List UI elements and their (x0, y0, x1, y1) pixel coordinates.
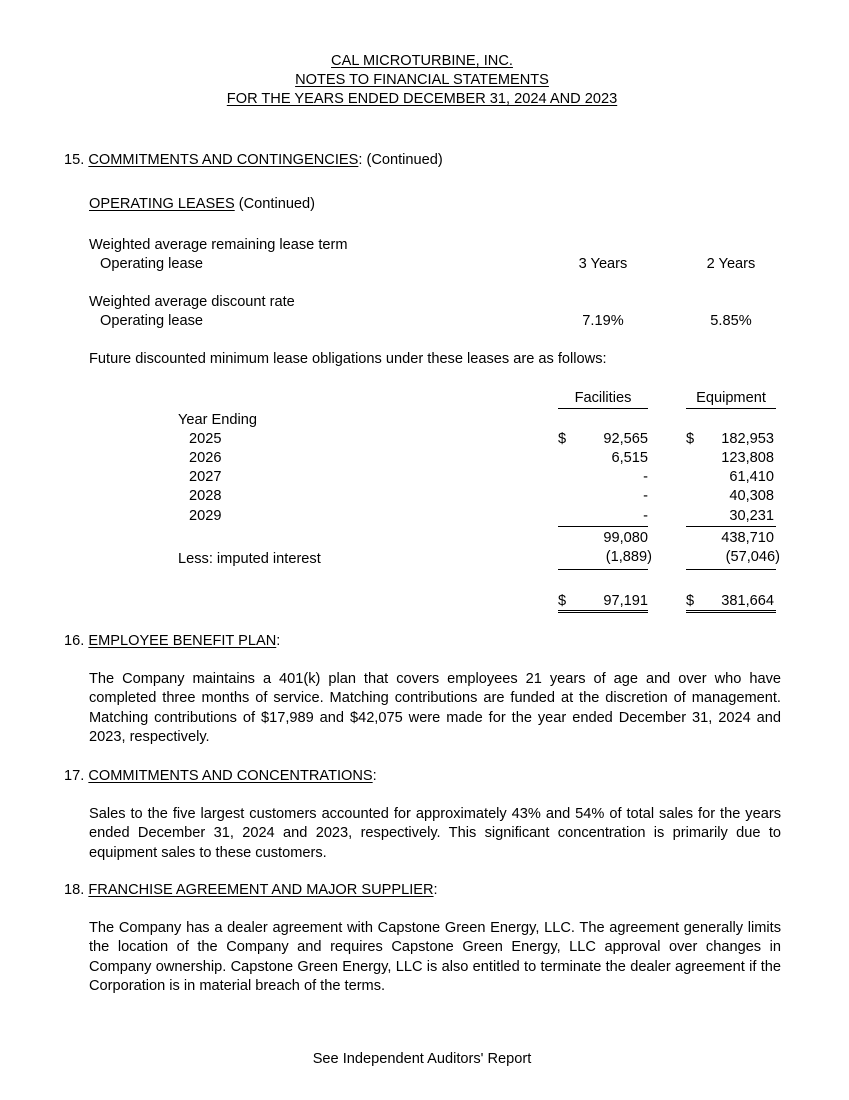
row-year: 2028 (189, 488, 222, 504)
lease-term-2024: 3 Years (578, 256, 628, 272)
note-number: 16. (64, 633, 85, 649)
row-facilities-value: - (643, 469, 648, 485)
equipment-header-rule (686, 408, 776, 409)
facilities-total-double-rule (558, 610, 648, 613)
future-obligations-intro: Future discounted minimum lease obligations under these leases are as follows: (89, 351, 607, 367)
row-equipment-value: 123,808 (721, 450, 774, 466)
equipment-subtotal: 438,710 (721, 530, 774, 546)
period-heading: FOR THE YEARS ENDED DECEMBER 31, 2024 AND 2023 (226, 91, 618, 107)
equipment-interest: (57,046) (725, 549, 780, 565)
facilities-subtotal: 99,080 (603, 530, 648, 546)
equipment-interest-rule (686, 569, 776, 570)
note-18-heading (64, 881, 438, 900)
discount-rate-sublabel: Operating lease (100, 313, 204, 329)
col-header-equipment: Equipment (696, 390, 766, 406)
note-17-body: Sales to the five largest customers accounted for approximately 43% and 54% of total sales for the years ended December 31, 2024 and 2023, respectively. This significant concentration is primarily due to equipment sales to these customers. (89, 806, 781, 861)
note-suffix: : (Continued) (358, 152, 443, 168)
facilities-interest: (1,889) (605, 549, 652, 565)
note-number: 15. (64, 152, 85, 168)
lease-term-sublabel: Operating lease (100, 256, 204, 272)
currency-symbol: $ (686, 431, 695, 447)
subheading-title: OPERATING LEASES (89, 196, 235, 212)
row-equipment-value: 182,953 (721, 431, 774, 447)
equipment-total: 381,664 (721, 593, 774, 609)
note-15-heading (64, 151, 443, 170)
discount-rate-label: Weighted average discount rate (89, 294, 295, 310)
lease-term-label: Weighted average remaining lease term (89, 237, 348, 253)
note-17-heading (64, 767, 377, 786)
note-16-body: The Company maintains a 401(k) plan that covers employees 21 years of age and over who have completed three months of service. Matching contributions are funded at the discretion of management. Matching contributions of $17,989 and $42,075 were made for the year ended December 31, 2024 and 2023, respectively. (89, 671, 781, 745)
discount-rate-2023: 5.85% (710, 313, 752, 329)
document-title: NOTES TO FINANCIAL STATEMENTS (295, 72, 549, 88)
row-facilities-value: - (643, 508, 648, 524)
subheading-suffix: (Continued) (234, 196, 316, 212)
facilities-interest-rule (558, 569, 648, 570)
row-year: 2025 (189, 431, 222, 447)
row-year: 2027 (189, 469, 222, 485)
row-equipment-value: 40,308 (729, 488, 774, 504)
equipment-total-double-rule (686, 610, 776, 613)
facilities-subtotal-rule (558, 526, 648, 527)
facilities-total: 97,191 (603, 593, 648, 609)
lease-term-2023: 2 Years (706, 256, 756, 272)
operating-leases-subheading (89, 195, 315, 214)
note-number: 18. (64, 882, 85, 898)
equipment-subtotal-rule (686, 526, 776, 527)
company-name: CAL MICROTURBINE, INC. (331, 53, 513, 69)
row-facilities-value: 6,515 (611, 450, 648, 466)
currency-symbol: $ (558, 593, 567, 609)
note-suffix: : (433, 882, 438, 898)
note-suffix: : (276, 633, 281, 649)
row-facilities-value: - (643, 488, 648, 504)
footer-auditors-note: See Independent Auditors' Report (312, 1051, 532, 1067)
row-year: 2029 (189, 508, 222, 524)
row-equipment-value: 61,410 (729, 469, 774, 485)
row-equipment-value: 30,231 (729, 508, 774, 524)
note-18-body: The Company has a dealer agreement with Capstone Green Energy, LLC. The agreement generally limits the location of the Company and requires Capstone Green Energy, LLC approval over changes in Company ownership. Capstone Green Energy, LLC is also entitled to terminate the dealer agreement if the Corporation is in material breach of the terms. (89, 920, 781, 994)
facilities-header-rule (558, 408, 648, 409)
note-16-heading (64, 632, 280, 651)
note-suffix: : (372, 768, 377, 784)
note-title: COMMITMENTS AND CONCENTRATIONS (88, 768, 373, 784)
note-title: EMPLOYEE BENEFIT PLAN (88, 633, 277, 649)
currency-symbol: $ (686, 593, 695, 609)
imputed-interest-label: Less: imputed interest (178, 551, 321, 567)
note-title: FRANCHISE AGREEMENT AND MAJOR SUPPLIER (88, 882, 434, 898)
row-year: 2026 (189, 450, 222, 466)
year-ending-label: Year Ending (178, 412, 257, 428)
currency-symbol: $ (558, 431, 567, 447)
discount-rate-2024: 7.19% (582, 313, 624, 329)
note-title: COMMITMENTS AND CONTINGENCIES (88, 152, 359, 168)
col-header-facilities: Facilities (574, 390, 632, 406)
note-number: 17. (64, 768, 85, 784)
row-facilities-value: 92,565 (603, 431, 648, 447)
